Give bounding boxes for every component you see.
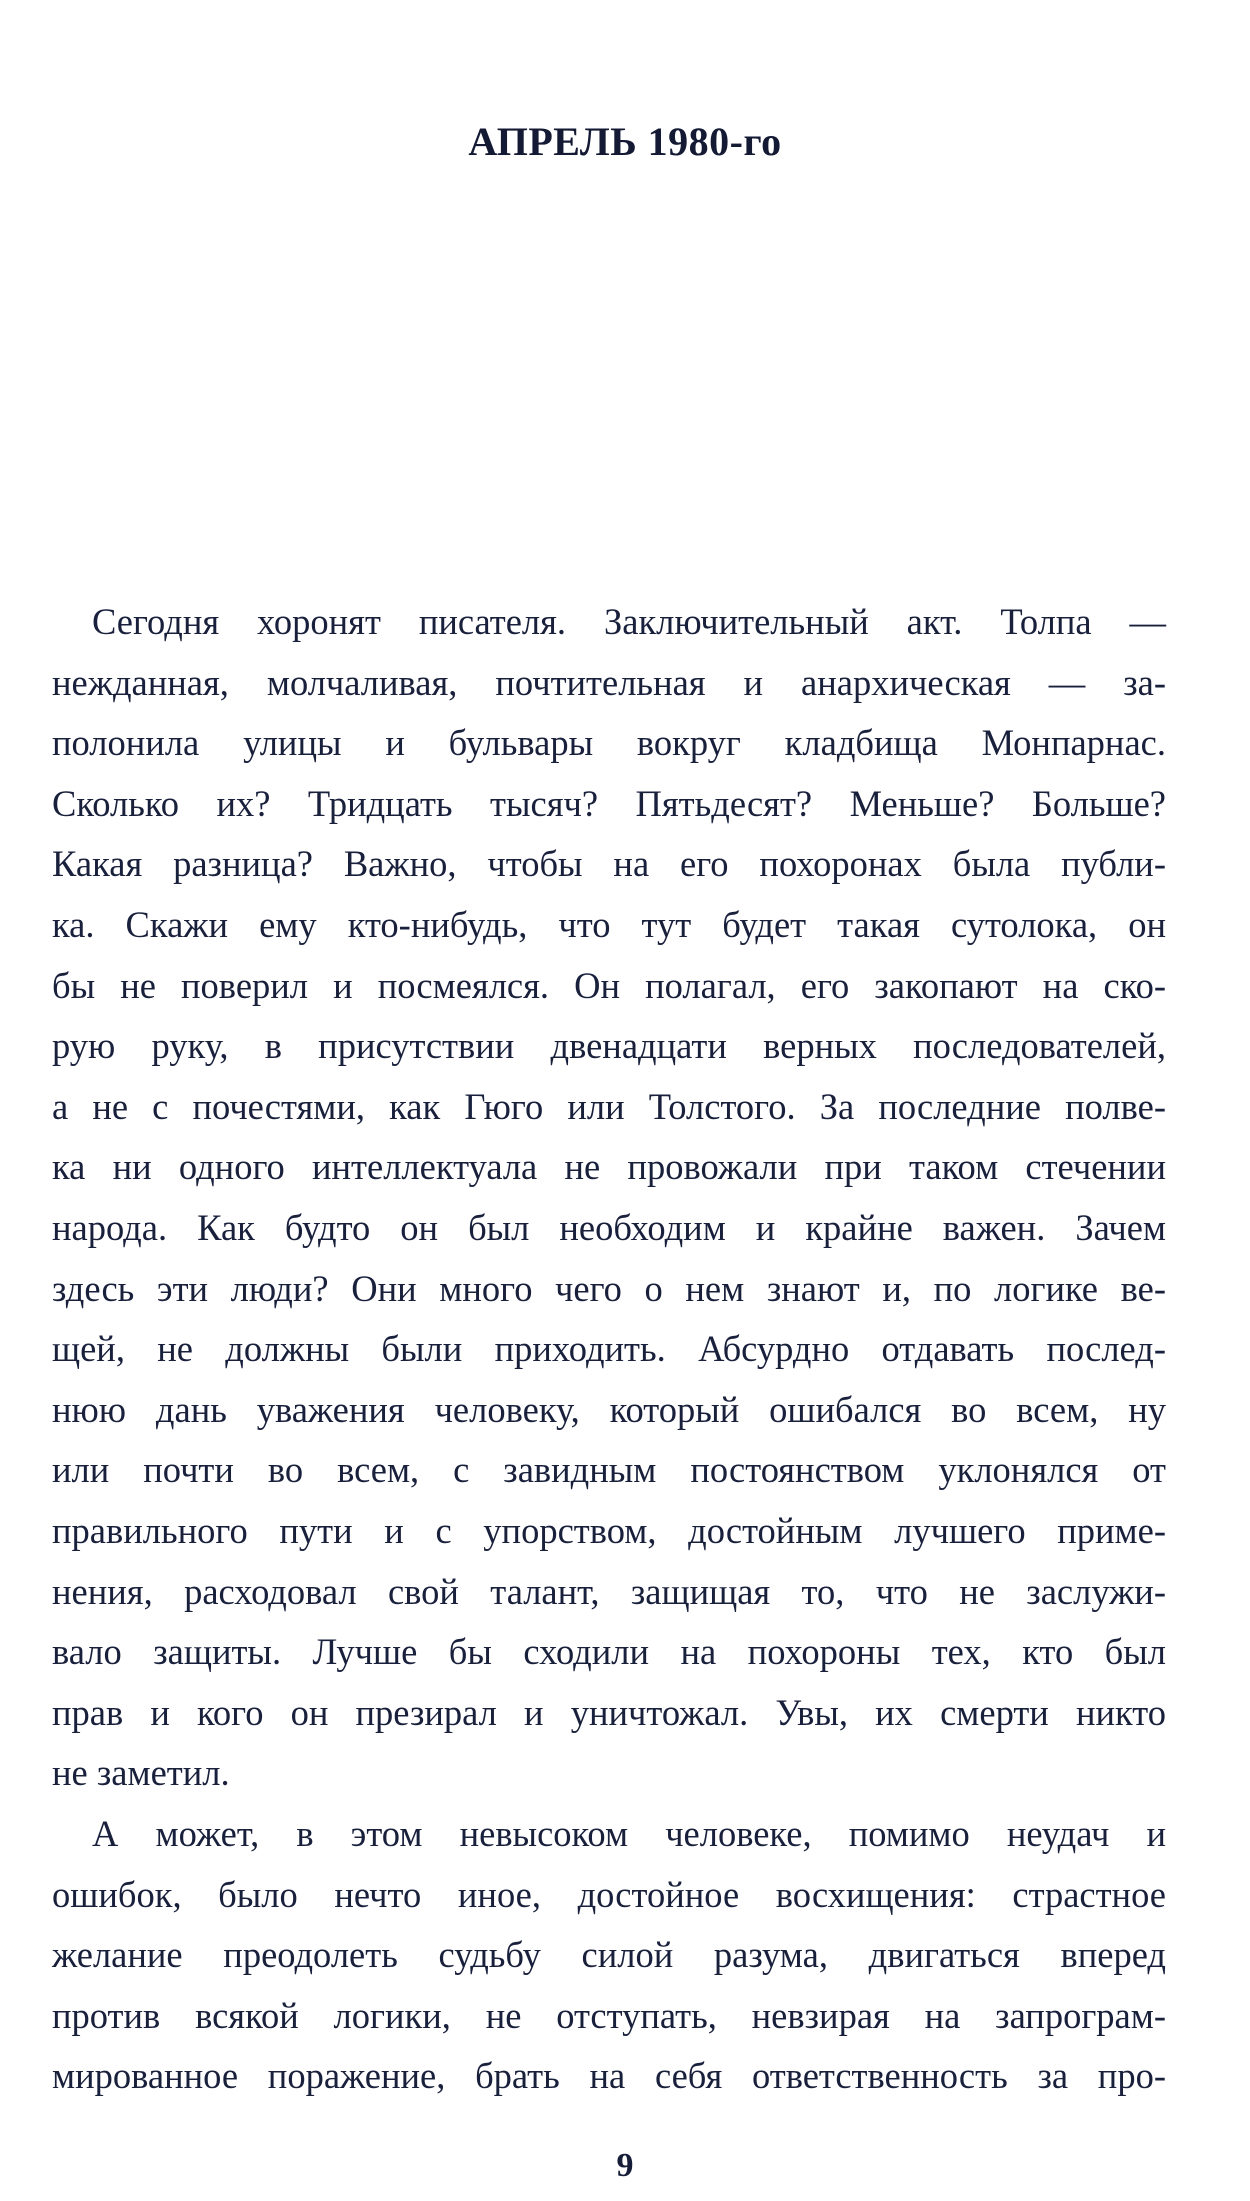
- text-line: а не с почестями, как Гюго или Толстого. За последние полве-: [52, 1085, 1166, 1127]
- page-number: 9: [616, 2147, 634, 2184]
- text-line: бы не поверил и посмеялся. Он полагал, его закопают на ско-: [52, 964, 1166, 1006]
- text-line: здесь эти люди? Они много чего о нем знают и, по логике ве-: [52, 1267, 1166, 1309]
- text-line: или почти во всем, с завидным постоянством уклонялся от: [52, 1449, 1166, 1491]
- text-line: желание преодолеть судьбу силой разума, двигаться вперед: [52, 1934, 1166, 1976]
- text-line: ка ни одного интеллектуала не провожали при таком стечении: [52, 1146, 1166, 1188]
- text-line: прав и кого он презирал и уничтожал. Увы, их смерти никто: [52, 1691, 1166, 1733]
- text-line: Сегодня хоронят писателя. Заключительный акт. Толпа —: [92, 601, 1166, 642]
- text-line: нежданная, молчаливая, почтительная и анархическая — за-: [52, 661, 1166, 703]
- text-line: нения, расходовал свой талант, защищая то, что не заслужи-: [52, 1570, 1166, 1612]
- text-line: ошибок, было нечто иное, достойное восхищения: страстное: [52, 1873, 1166, 1915]
- text-line: правильного пути и с упорством, достойным лучшего приме-: [52, 1510, 1166, 1551]
- text-line: полонила улицы и бульвары вокруг кладбища Монпарнас.: [52, 722, 1166, 764]
- text-line: Сколько их? Тридцать тысяч? Пятьдесят? Меньше? Больше?: [52, 782, 1166, 824]
- text-line: А может, в этом невысоком человеке, помимо неудач и: [92, 1813, 1166, 1854]
- text-line: народа. Как будто он был необходим и крайне важен. Зачем: [52, 1207, 1166, 1248]
- text-line: ка. Скажи ему кто-нибудь, что тут будет такая сутолока, он: [52, 904, 1166, 945]
- text-line: щей, не должны были приходить. Абсурдно отдавать послед-: [52, 1328, 1166, 1370]
- chapter-title: АПРЕЛЬ 1980-го: [468, 119, 782, 164]
- text-line: мированное поражение, брать на себя ответственность за про-: [52, 2055, 1166, 2097]
- text-line: против всякой логики, не отступать, невзирая на запрограм-: [52, 1994, 1166, 2036]
- text-line: рую руку, в присутствии двенадцати верных последователей,: [52, 1025, 1166, 1067]
- text-line: нюю дань уважения человеку, который ошибался во всем, ну: [52, 1388, 1166, 1430]
- text-line: вало защиты. Лучше бы сходили на похороны тех, кто был: [52, 1631, 1166, 1673]
- text-line: Какая разница? Важно, чтобы на его похоронах была публи-: [52, 843, 1166, 885]
- text-line: не заметил.: [52, 1752, 230, 1794]
